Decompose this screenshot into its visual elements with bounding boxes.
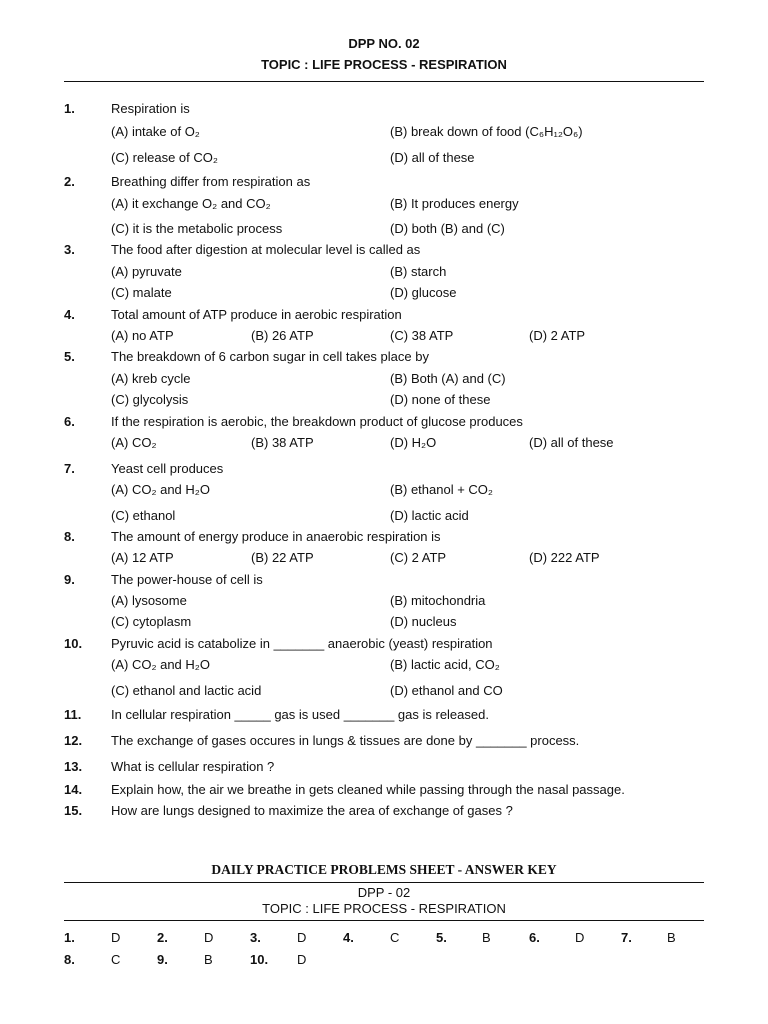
option-a: (A) no ATP	[111, 328, 174, 343]
answer-number: 2.	[157, 930, 168, 945]
question-text: Yeast cell produces	[111, 461, 224, 476]
option-b: (B) 38 ATP	[251, 435, 314, 450]
option-c: (C) ethanol and lactic acid	[111, 683, 262, 698]
option-c: (C) release of CO₂	[111, 150, 218, 165]
question-text: The power-house of cell is	[111, 572, 263, 587]
option-c: (C) 38 ATP	[390, 328, 454, 343]
question-number: 14.	[64, 782, 83, 797]
question-text: Breathing differ from respiration as	[111, 174, 311, 189]
question-text: Explain how, the air we breathe in gets cleaned while passing through the nasal passage.	[111, 782, 625, 797]
question-text: If the respiration is aerobic, the breakdown product of glucose produces	[111, 414, 523, 429]
option-d: (D) ethanol and CO	[390, 683, 503, 698]
question-number: 1.	[64, 101, 75, 116]
answer-key-bottom-rule	[64, 920, 704, 921]
option-a: (A) CO₂ and H₂O	[111, 482, 210, 497]
option-c: (C) malate	[111, 285, 172, 300]
option-d: (D) nucleus	[390, 614, 457, 629]
answer-value: D	[204, 930, 214, 945]
topic-title: TOPIC : LIFE PROCESS - RESPIRATION	[261, 57, 507, 72]
question-number: 12.	[64, 733, 83, 748]
option-a: (A) pyruvate	[111, 264, 182, 279]
question-text: What is cellular respiration ?	[111, 759, 275, 774]
question-number: 8.	[64, 529, 75, 544]
question-number: 13.	[64, 759, 83, 774]
option-c: (C) 2 ATP	[390, 550, 447, 565]
question-text: The amount of energy produce in anaerobic respiration is	[111, 529, 441, 544]
question-number: 7.	[64, 461, 75, 476]
answer-value: D	[575, 930, 585, 945]
answer-number: 1.	[64, 930, 75, 945]
answer-number: 5.	[436, 930, 447, 945]
option-b: (B) Both (A) and (C)	[390, 371, 506, 386]
question-number: 15.	[64, 803, 83, 818]
option-c: (C) glycolysis	[111, 392, 189, 407]
answer-key-topic: TOPIC : LIFE PROCESS - RESPIRATION	[262, 901, 506, 916]
option-c: (C) cytoplasm	[111, 614, 192, 629]
answer-number: 3.	[250, 930, 261, 945]
question-text: The food after digestion at molecular level is called as	[111, 242, 421, 257]
option-c: (C) ethanol	[111, 508, 176, 523]
option-a: (A) CO₂ and H₂O	[111, 657, 210, 672]
question-text: Total amount of ATP produce in aerobic respiration	[111, 307, 402, 322]
option-d: (D) all of these	[529, 435, 614, 450]
option-c: (D) H₂O	[390, 435, 437, 450]
question-number: 5.	[64, 349, 75, 364]
option-d: (D) 222 ATP	[529, 550, 600, 565]
answer-number: 9.	[157, 952, 168, 967]
question-number: 6.	[64, 414, 75, 429]
answer-value: C	[390, 930, 400, 945]
answer-number: 6.	[529, 930, 540, 945]
option-a: (A) intake of O₂	[111, 124, 200, 139]
answer-value: D	[297, 952, 307, 967]
option-d: (D) glucose	[390, 285, 457, 300]
answer-value: D	[297, 930, 307, 945]
question-number: 4.	[64, 307, 75, 322]
question-text: In cellular respiration _____ gas is used _______ gas is released.	[111, 707, 489, 722]
option-a: (A) CO₂	[111, 435, 157, 450]
option-b: (B) mitochondria	[390, 593, 486, 608]
answer-key-title: DAILY PRACTICE PROBLEMS SHEET - ANSWER KEY	[211, 862, 557, 877]
answer-value: B	[482, 930, 491, 945]
answer-number: 4.	[343, 930, 354, 945]
option-d: (D) none of these	[390, 392, 491, 407]
option-b: (B) 26 ATP	[251, 328, 314, 343]
option-a: (A) lysosome	[111, 593, 187, 608]
option-d: (D) both (B) and (C)	[390, 221, 505, 236]
option-d: (D) lactic acid	[390, 508, 469, 523]
answer-number: 7.	[621, 930, 632, 945]
option-b: (B) starch	[390, 264, 447, 279]
answer-key-dpp: DPP - 02	[357, 885, 411, 900]
option-b: (B) break down of food (C₆H₁₂O₆)	[390, 124, 583, 139]
question-text: The breakdown of 6 carbon sugar in cell takes place by	[111, 349, 429, 364]
answer-value: B	[204, 952, 213, 967]
question-text: The exchange of gases occures in lungs & tissues are done by _______ process.	[111, 733, 580, 748]
option-b: (B) 22 ATP	[251, 550, 314, 565]
option-a: (A) 12 ATP	[111, 550, 174, 565]
question-number: 2.	[64, 174, 75, 189]
option-b: (B) ethanol + CO₂	[390, 482, 493, 497]
answer-value: C	[111, 952, 121, 967]
question-text: Pyruvic acid is catabolize in _______ anaerobic (yeast) respiration	[111, 636, 493, 651]
option-a: (A) it exchange O₂ and CO₂	[111, 196, 271, 211]
question-text: How are lungs designed to maximize the area of exchange of gases ?	[111, 803, 513, 818]
option-b: (B) It produces energy	[390, 196, 519, 211]
answer-number: 8.	[64, 952, 75, 967]
header-divider	[64, 81, 704, 82]
option-d: (D) all of these	[390, 150, 475, 165]
answer-value: B	[667, 930, 676, 945]
question-number: 3.	[64, 242, 75, 257]
answer-value: D	[111, 930, 121, 945]
option-b: (B) lactic acid, CO₂	[390, 657, 500, 672]
question-number: 11.	[64, 707, 82, 722]
answer-number: 10.	[250, 952, 269, 967]
option-a: (A) kreb cycle	[111, 371, 191, 386]
question-number: 10.	[64, 636, 83, 651]
question-text: Respiration is	[111, 101, 190, 116]
option-d: (D) 2 ATP	[529, 328, 586, 343]
dpp-number: DPP NO. 02	[348, 36, 420, 51]
answer-key-top-rule	[64, 882, 704, 883]
option-c: (C) it is the metabolic process	[111, 221, 283, 236]
question-number: 9.	[64, 572, 75, 587]
